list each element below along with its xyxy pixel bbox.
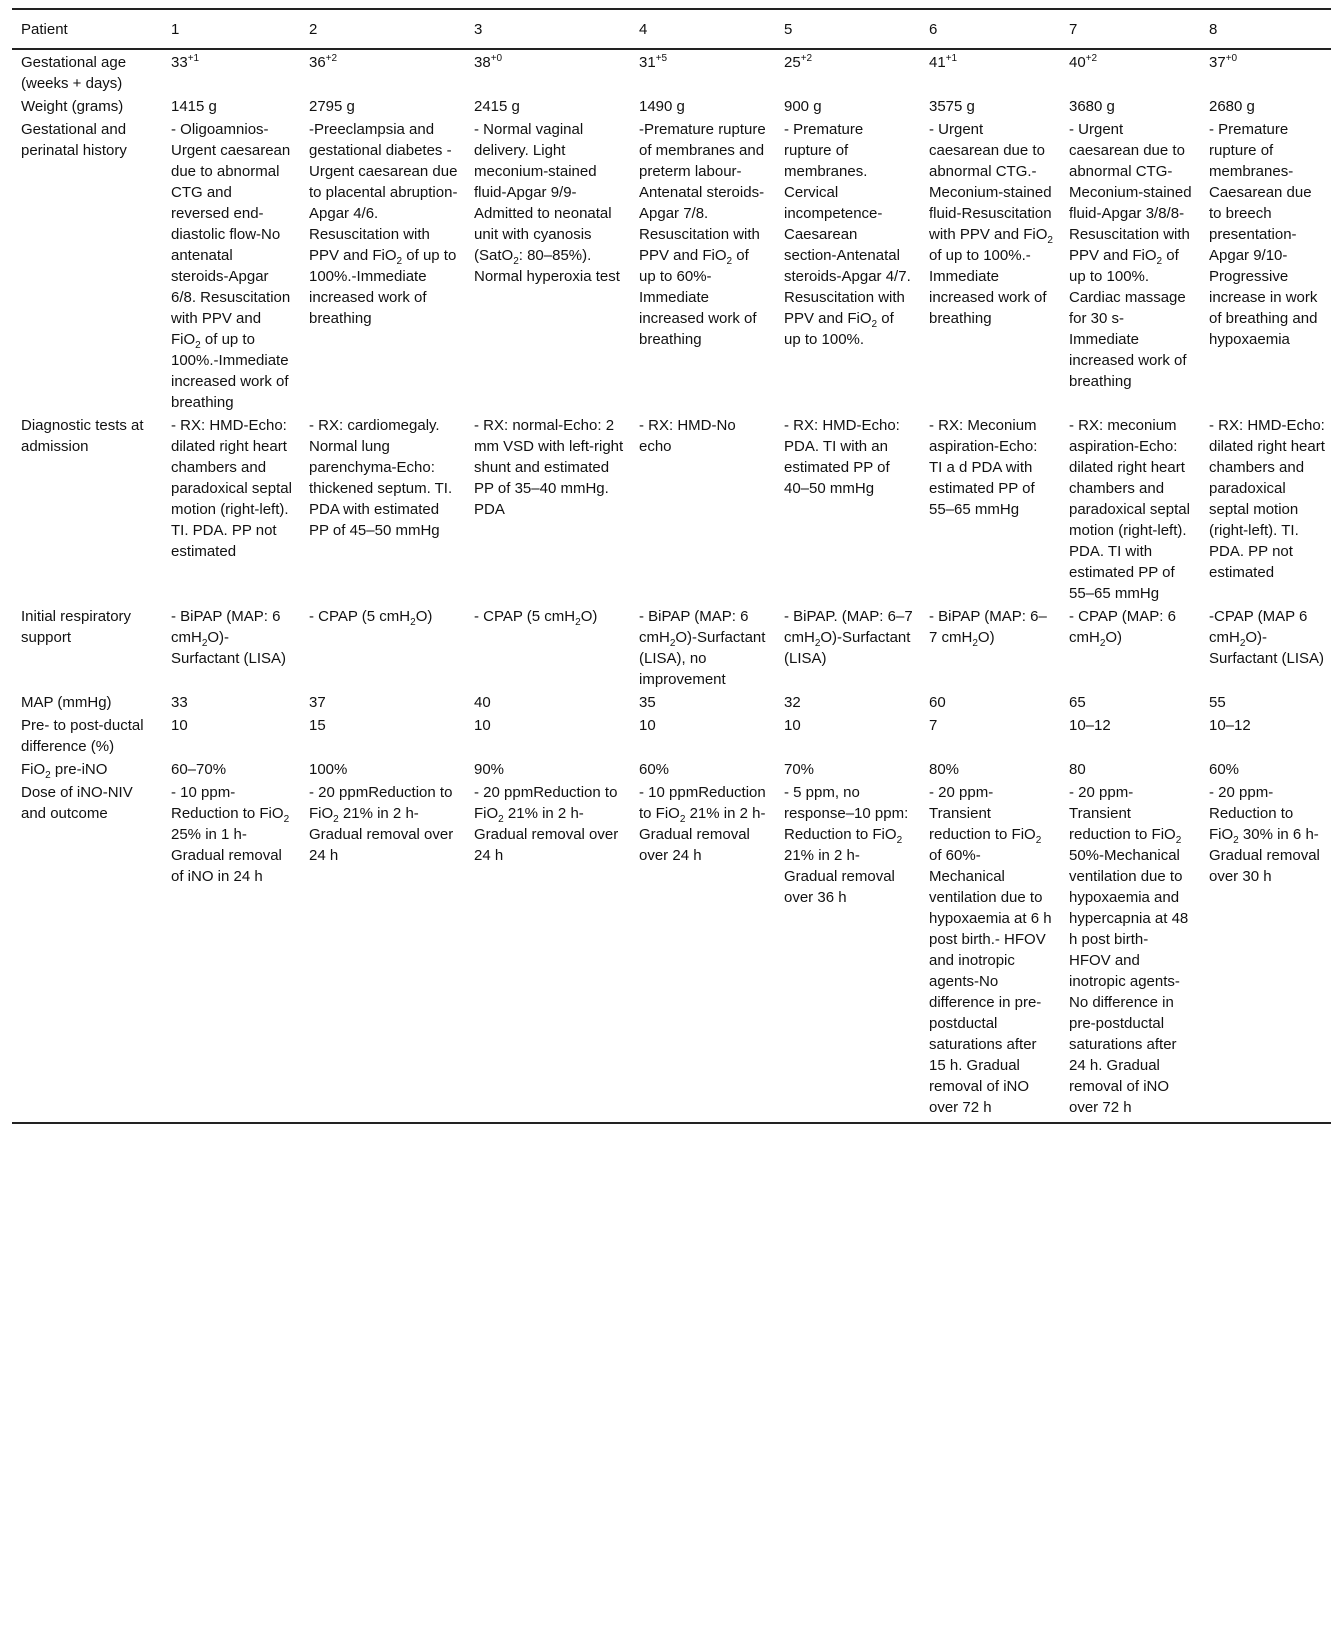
table-cell: - Urgent caesarean due to abnormal CTG-Meconium-stained fluid-Apgar 3/8/8-Resuscitation with PPV and FiO$_2$ of up to 100%. Cardiac massage for 30 s-Immediate increased work of breathing	[1069, 121, 1192, 390]
table-cell: - Normal vaginal delivery. Light meconium-stained fluid-Apgar 9/9-Admitted to neonatal unit with cyanosis (SatO$_2$: 80–85%). Normal hyperoxia test	[474, 121, 620, 285]
table-cell: $37^{+0}$	[1209, 53, 1238, 71]
table-cell: 15	[309, 717, 326, 734]
header-patient-7: 7	[1060, 9, 1200, 49]
table-cell: $40^{+2}$	[1069, 53, 1098, 71]
table-cell: - RX: HMD-Echo: PDA. TI with an estimated PP of 40–50 mmHg	[784, 417, 900, 497]
table-row	[12, 713, 1331, 757]
header-patient-2: 2	[300, 9, 465, 49]
table-row	[12, 780, 1331, 1123]
header-patient-1: 1	[162, 9, 300, 49]
table-cell: 60%	[639, 761, 670, 778]
table-cell: - RX: Meconium aspiration-Echo: TI a d PDA with estimated PP of 55–65 mmHg	[929, 417, 1038, 518]
table-cell: - 5 ppm, no response–10 ppm: Reduction to FiO$_2$ 21% in 2 h- Gradual removal over 36 h	[775, 780, 920, 1123]
table-cell: - 20 ppm-Transient reduction to FiO$_2$ 50%-Mechanical ventilation due to hypoxaemia and hypercapnia at 48 h post birth- HFOV and inotropic agents- No difference in pre-postductal saturations after 24 h. Gradual removal of iNO over 72 h	[1060, 780, 1200, 1123]
table-cell: 90%	[474, 761, 505, 778]
table-cell: - CPAP (MAP: 6 cmH$_2$O)	[1069, 608, 1176, 649]
table-cell: 60%	[1209, 761, 1240, 778]
table-cell: 1490 g	[639, 98, 685, 115]
table-cell: 32	[784, 694, 801, 711]
table-cell: 2415 g	[474, 98, 520, 115]
table-cell: 3680 g	[1069, 98, 1115, 115]
row-label: Pre- to post-ductal difference (%)	[21, 717, 144, 755]
table-cell: 60	[929, 694, 946, 711]
table-cell: 900 g	[784, 98, 822, 115]
table-row	[12, 49, 1331, 94]
table-cell: 3575 g	[929, 98, 975, 115]
table-cell: - BiPAP (MAP: 6 cmH$_2$O)-Surfactant (LISA), no improvement	[639, 608, 766, 688]
table-row	[12, 413, 1331, 604]
table-cell: - 20 ppm-Transient reduction to FiO$_2$ of 60%-Mechanical ventilation due to hypoxaemia at 6 h post birth.- HFOV and inotropic agents-No difference in pre-postductal saturations after 15 h. Gradual removal of iNO over 72 h	[920, 780, 1060, 1123]
table-cell: - 10 ppmReduction to FiO$_2$ 21% in 2 h- Gradual removal over 24 h	[630, 780, 775, 1123]
table-cell: 100%	[309, 761, 348, 778]
table-cell: - 10 ppm-Reduction to FiO$_2$ 25% in 1 h- Gradual removal of iNO in 24 h	[162, 780, 300, 1123]
table-cell: 10	[171, 717, 188, 734]
header-patient: Patient	[12, 9, 162, 49]
table-cell: - RX: meconium aspiration-Echo: dilated right heart chambers and paradoxical septal motion (right-left). PDA. TI with estimated PP of 55–65 mmHg	[1069, 417, 1190, 602]
table-cell: - Premature rupture of membranes. Cervical incompetence-Caesarean section-Antenatal steroids-Apgar 4/7. Resuscitation with PPV and FiO$_2$ of up to 100%.	[784, 121, 911, 348]
table-cell: 40	[474, 694, 491, 711]
table-row	[12, 117, 1331, 413]
patient-characteristics-table	[12, 8, 1331, 1124]
table-cell: - RX: HMD-Echo: dilated right heart chambers and paradoxical septal motion (right-left). TI. PDA. PP not estimated	[171, 417, 292, 560]
row-label: MAP (mmHg)	[21, 694, 112, 711]
table-cell: - RX: HMD-No echo	[639, 417, 736, 455]
table-cell: - 20 ppm-Reduction to FiO$_2$ 30% in 6 h- Gradual removal over 30 h	[1200, 780, 1331, 1123]
table-row	[12, 757, 1331, 780]
table-cell: 10	[639, 717, 656, 734]
table-cell: 37	[309, 694, 326, 711]
table-cell: 55	[1209, 694, 1226, 711]
table-body	[12, 49, 1331, 1123]
table-cell: -CPAP (MAP 6 cmH$_2$O)-Surfactant (LISA)	[1209, 608, 1325, 667]
table-cell: 80	[1069, 761, 1086, 778]
table-cell: - RX: HMD-Echo: dilated right heart chambers and paradoxical septal motion (right-left). TI. PDA. PP not estimated	[1209, 417, 1325, 581]
table-cell: - RX: normal-Echo: 2 mm VSD with left-right shunt and estimated PP of 35–40 mmHg. PDA	[474, 417, 624, 518]
table-cell: - Premature rupture of membranes-Caesarean due to breech presentation-Apgar 9/10-Progressive increase in work of breathing and hypoxaemia	[1209, 121, 1318, 348]
table-cell: $41^{+1}$	[929, 53, 958, 71]
table-cell: $38^{+0}$	[474, 53, 503, 71]
table-cell: 7	[929, 717, 938, 734]
table-cell: 70%	[784, 761, 815, 778]
row-label: Gestational and perinatal history	[21, 121, 127, 159]
table-cell: $36^{+2}$	[309, 53, 338, 71]
table-cell: - Oligoamnios-Urgent caesarean due to abnormal CTG and reversed end-diastolic flow-No antenatal steroids-Apgar 6/8. Resuscitation with PPV and FiO$_2$ of up to 100%.-Immediate increased work of breathing	[171, 121, 291, 411]
row-label: Diagnostic tests at admission	[21, 417, 144, 455]
row-label: FiO$_2$ pre-iNO	[21, 761, 108, 781]
table-cell: 80%	[929, 761, 960, 778]
table-cell: $33^{+1}$	[171, 53, 200, 71]
table-cell: - CPAP (5 cmH$_2$O)	[474, 608, 598, 628]
table-row	[12, 94, 1331, 117]
table-cell: $31^{+5}$	[639, 53, 668, 71]
header-row	[12, 9, 1331, 49]
table-cell: - BiPAP (MAP: 6 cmH$_2$O)-Surfactant (LISA)	[171, 608, 287, 667]
row-label: Dose of iNO-NIV and outcome	[12, 780, 162, 1123]
table-cell: - BiPAP (MAP: 6–7 cmH$_2$O)	[929, 608, 1047, 649]
table-cell: -Premature rupture of membranes and preterm labour-Antenatal steroids-Apgar 7/8. Resuscitation with PPV and FiO$_2$ of up to 60%-Immediate increased work of breathing	[639, 121, 766, 348]
header-patient-6: 6	[920, 9, 1060, 49]
table-cell: 10–12	[1069, 717, 1111, 734]
table-cell: 1415 g	[171, 98, 217, 115]
table-cell: 65	[1069, 694, 1086, 711]
table-cell: - Urgent caesarean due to abnormal CTG.-Meconium-stained fluid-Resuscitation with PPV and FiO$_2$ of up to 100%.-Immediate increased work of breathing	[929, 121, 1053, 327]
table-row	[12, 604, 1331, 690]
table-row	[12, 690, 1331, 713]
table-cell: - RX: cardiomegaly. Normal lung parenchyma-Echo: thickened septum. TI. PDA with estimated PP of 45–50 mmHg	[309, 417, 453, 539]
table-cell: 2680 g	[1209, 98, 1255, 115]
table-cell: 10–12	[1209, 717, 1251, 734]
table-cell: -Preeclampsia and gestational diabetes -Urgent caesarean due to placental abruption-Apgar 4/6. Resuscitation with PPV and FiO$_2$ of up to 100%.-Immediate increased work of breathing	[309, 121, 458, 327]
table-cell: $25^{+2}$	[784, 53, 813, 71]
table-cell: - CPAP (5 cmH$_2$O)	[309, 608, 433, 628]
header-patient-4: 4	[630, 9, 775, 49]
table-cell: 60–70%	[171, 761, 227, 778]
row-label: Weight (grams)	[21, 98, 124, 115]
table-cell: - 20 ppmReduction to FiO$_2$ 21% in 2 h- Gradual removal over 24 h	[465, 780, 630, 1123]
table-cell: - 20 ppmReduction to FiO$_2$ 21% in 2 h- Gradual removal over 24 h	[300, 780, 465, 1123]
row-label: Initial respiratory support	[21, 608, 132, 646]
table-cell: 10	[784, 717, 801, 734]
table-cell: 2795 g	[309, 98, 355, 115]
table-cell: 35	[639, 694, 656, 711]
header-patient-8: 8	[1200, 9, 1331, 49]
table-cell: - BiPAP. (MAP: 6–7 cmH$_2$O)-Surfactant (LISA)	[784, 608, 913, 667]
header-patient-5: 5	[775, 9, 920, 49]
header-patient-3: 3	[465, 9, 630, 49]
table-cell: 33	[171, 694, 188, 711]
table-cell: 10	[474, 717, 491, 734]
row-label: Gestational age (weeks + days)	[21, 54, 127, 92]
